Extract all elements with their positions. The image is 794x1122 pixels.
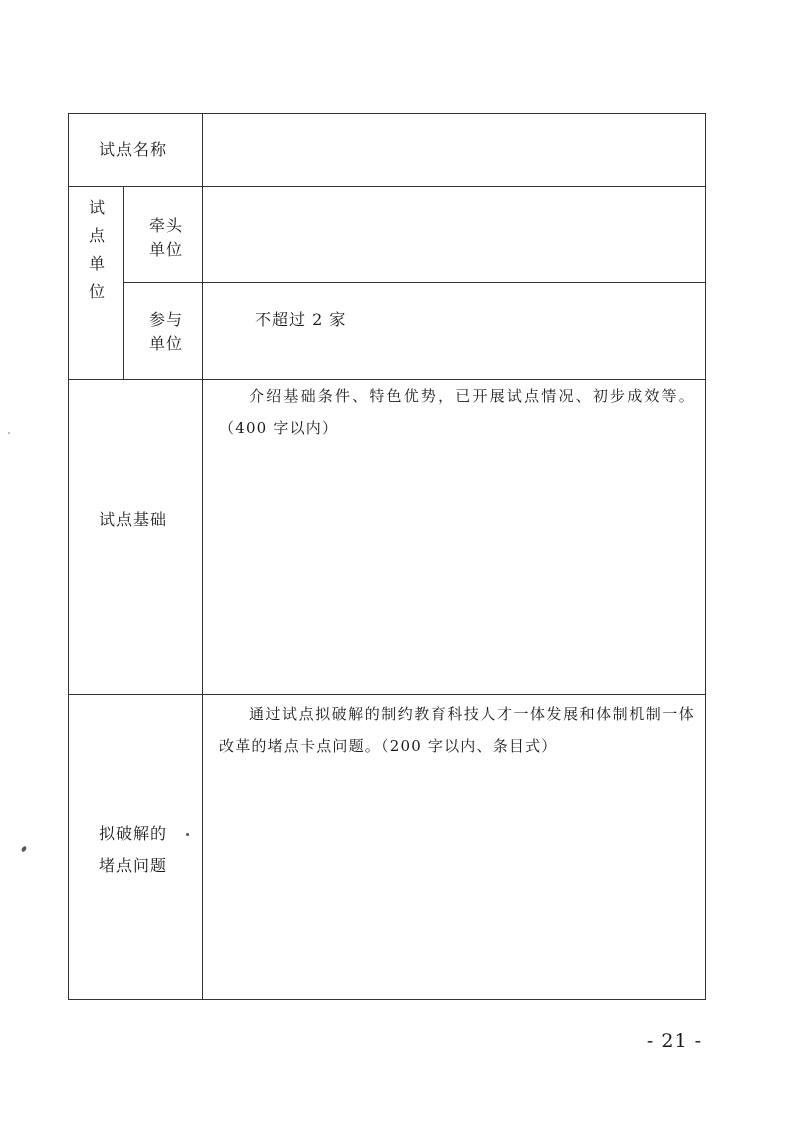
pilot-basis-hint: 介绍基础条件、特色优势，已开展试点情况、初步成效等。（400 字以内）	[219, 387, 695, 437]
lead-unit-label-line1: 牵头	[149, 216, 184, 235]
pilot-basis-field[interactable]	[204, 380, 704, 693]
scan-speck	[21, 845, 28, 852]
bottleneck-hint: 通过试点拟破解的制约教育科技人才一体发展和体制机制一体改革的堵点卡点问题。（200 字以内、条目式）	[219, 705, 695, 755]
pilot-unit-label-char: 试	[88, 198, 105, 217]
application-form-table	[68, 113, 706, 1000]
pilot-basis-label-text: 试点基础	[99, 510, 168, 529]
page-number: - 21 -	[646, 1030, 702, 1052]
bottleneck-label-line1: 拟破解的	[99, 824, 168, 843]
bottleneck-label	[99, 818, 167, 882]
pilot-name-field[interactable]	[204, 114, 704, 185]
pilot-unit-label	[79, 194, 115, 306]
bottleneck-label-line2: 堵点问题	[99, 856, 168, 875]
bottleneck-field[interactable]	[204, 695, 704, 998]
participating-unit-hint: 不超过 2 家	[255, 310, 347, 329]
participating-unit-label-line2: 单位	[149, 334, 184, 353]
participating-unit-label-line1: 参与	[149, 310, 184, 329]
column-divider-unit	[123, 186, 124, 379]
lead-unit-label-line2: 单位	[149, 240, 184, 259]
pilot-unit-label-char: 位	[88, 282, 105, 301]
pilot-unit-label-char: 点	[88, 226, 105, 245]
column-divider-main	[202, 114, 203, 999]
pilot-unit-label-char: 单	[88, 254, 105, 273]
pilot-name-label: 试点名称	[99, 140, 168, 159]
scan-speck	[8, 432, 10, 434]
participating-unit-label	[149, 308, 183, 356]
lead-unit-field[interactable]	[204, 187, 704, 281]
participating-unit-field[interactable]	[204, 283, 704, 378]
scan-speck	[186, 833, 189, 836]
lead-unit-label	[149, 214, 183, 262]
